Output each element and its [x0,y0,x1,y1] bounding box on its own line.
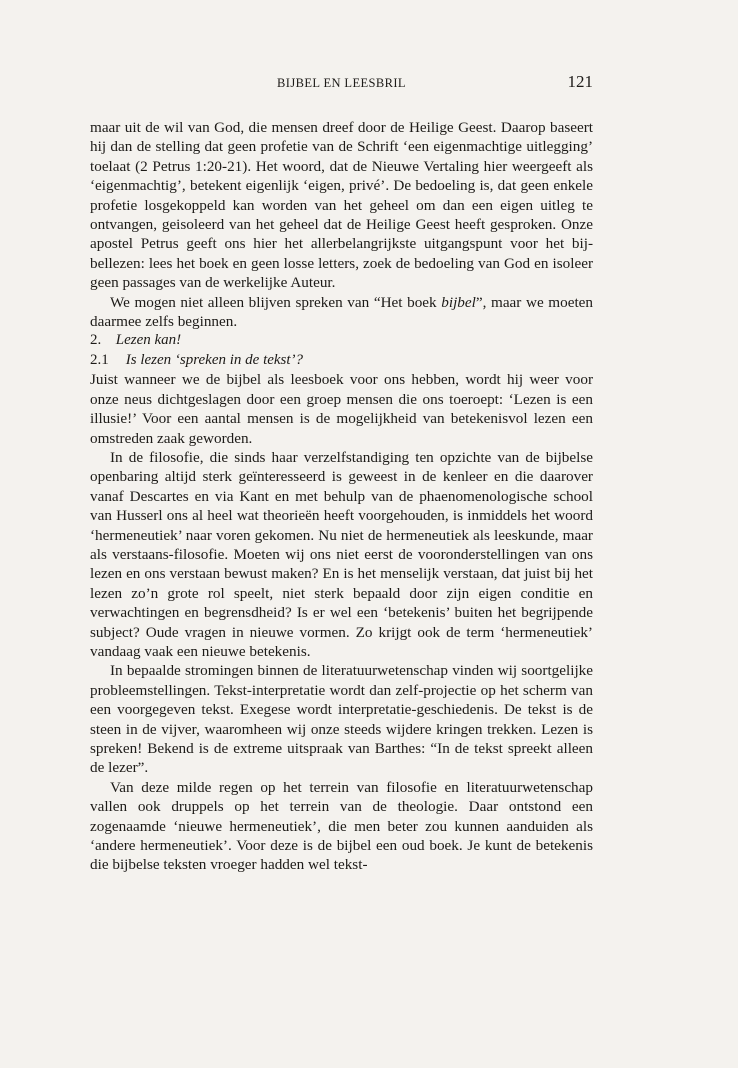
subsection-heading [90,351,593,370]
paragraph: Van deze milde regen op het terrein van filosofie en literatuurwetenschap vallen ook druppels op het terrein van de theologie. Daar ontstond een zogenaamde ‘nieuwe hermeneutiek’, die men beter zou kunnen aanduiden als ‘andere hermeneutiek’. Voor deze is de bijbel een oud boek. Je kunt de betekenis die bijbelse teksten vroeger hadden wel tekst- [90,778,593,874]
body-text [90,118,593,875]
paragraph-bijbel [90,293,593,332]
subsection-title: Is lezen ‘spreken in de tekst’? [125,351,304,368]
section-number: 2. [90,332,102,349]
running-title: BIJBEL EN LEESBRIL [277,76,406,90]
paragraph: Juist wanneer we de bijbel als leesboek voor ons hebben, wordt hij weer voor onze neus dichtgeslagen door een groep mensen die ons toeroept: ‘Lezen is een illusie!’ Voor een aantal mensen is de mogelijkheid van betekenisvol lezen een omstreden zaak geworden. [90,371,593,447]
subsection-number: 2.1 [90,351,109,368]
paragraph: In de filosofie, die sinds haar verzelfstandiging ten opzichte van de bijbelse openbaring altijd sterk geïnteresseerd is geweest in de kenleer en die daarover vanaf Descartes en via Kant en met behulp van de phaenomenologische school van Husserl ons al heel wat theorieën heeft voorgehouden, is inmiddels het woord ‘hermeneutiek’ naar voren gekomen. Nu niet de hermeneutiek als leeskunde, maar als verstaans-filosofie. Moeten wij ons niet eerst de vooronderstellingen van ons lezen en ons verstaan bewust maken? En is het menselijk verstaan, dat juist bij het lezen zo’n grote rol speelt, niet sterk bepaald door zijn eigen conditie en verwachtingen en begrensdheid? Is er wel een ‘betekenis’ buiten het begrijpende subject? Oude vragen in nieuwe vormen. Zo krijgt ook de term ‘hermeneutiek’ vandaag vaak een nieuwe betekenis. [90,448,593,660]
paragraph: maar uit de wil van God, die mensen dreef door de Heilige Geest. Daarop baseert hij dan de stelling dat geen profetie van de Schrift ‘een eigenmachtige uitlegging’ toelaat (2 Petrus 1:20-21). Het woord, dat de Nieuwe Vertaling hier weergeeft als ‘eigenmachtig’, betekent eigenlijk ‘eigen, privé’. De bedoeling is, dat geen enkele profetie losgekoppeld kan worden van het geheel om dan een eigen uitleg te ontvangen, geisoleerd van het geheel dat de Heilige Geest heeft gesproken. Onze apostel Petrus geeft ons hier het allerbelangrijkste uitgangspunt voor het bijbellezen: lees het boek en geen losse letters, zoek de bedoeling van God en isoleer geen passages van de werkelijke Auteur. [90,119,593,292]
text-run: ”, maar we moeten daarmee zelfs beginnen. [90,293,593,331]
emphasis: bijbel [441,293,476,311]
text-run: We mogen niet alleen blijven spreken van “Het boek [110,293,442,311]
section-title: Lezen kan! [115,332,182,349]
paragraph: In bepaalde stromingen binnen de literatuurwetenschap vinden wij soortgelijke probleemstellingen. Tekst-interpretatie wordt dan zelf-projectie op het scherm van een voorgegeven tekst. Exegese wordt interpretatie-geschiedenis. De tekst is de steen in de vijver, waaromheen wij onze steeds wijdere kringen trekken. Lezen is spreken! Bekend is de extreme uitspraak van Barthes: “In de tekst spreekt alleen de lezer”. [90,662,593,777]
section-heading [90,331,593,350]
page-number: 121 [567,72,593,91]
page-header [90,72,593,96]
